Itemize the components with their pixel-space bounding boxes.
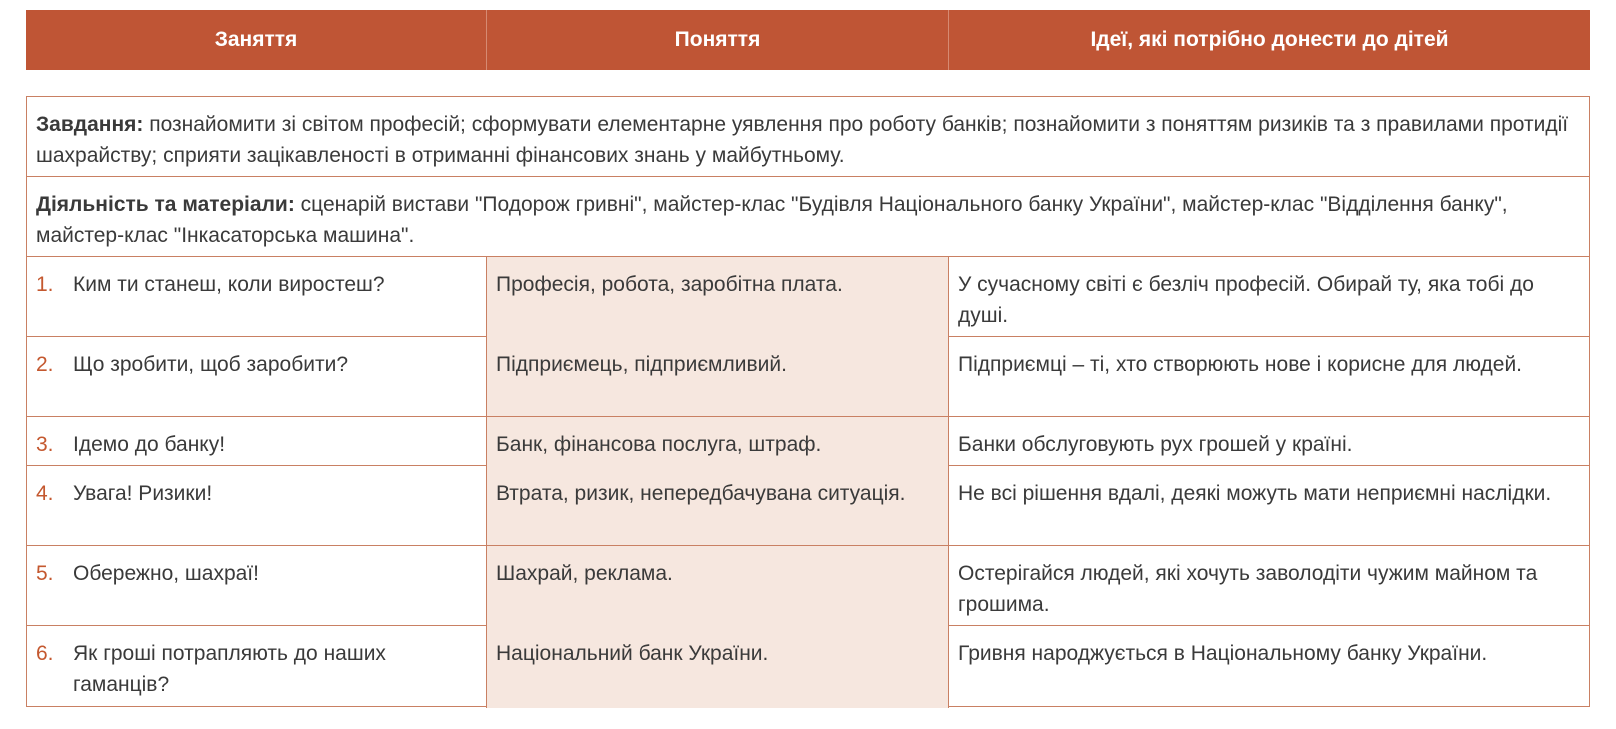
lesson-title: Як гроші потрапляють до наших гаманців? bbox=[73, 642, 386, 696]
concepts-cell: Професія, робота, заробітна плата. bbox=[487, 257, 949, 339]
ideas-cell: Банки обслуговують рух грошей у країні. bbox=[958, 433, 1353, 456]
ideas-cell: Підприємці – ті, хто створюють нове і корисне для людей. bbox=[958, 353, 1523, 376]
ideas-cell: Остерігайся людей, які хочуть заволодіти чужим майном та грошима. bbox=[958, 562, 1538, 616]
lesson-title: Ким ти станеш, коли виростеш? bbox=[73, 273, 385, 296]
lesson-cell bbox=[27, 546, 487, 628]
header-concepts: Поняття bbox=[487, 10, 949, 70]
activities-row bbox=[27, 177, 1589, 257]
table-row bbox=[27, 626, 1589, 706]
lesson-title: Що зробити, щоб заробити? bbox=[73, 353, 348, 376]
lesson-number: 5. bbox=[36, 562, 54, 585]
lesson-number: 4. bbox=[36, 482, 54, 505]
tasks-label: Завдання: bbox=[36, 113, 144, 136]
tasks-text: познайомити зі світом професій; сформувати елементарне уявлення про роботу банків; познайомити з поняттям ризиків та з правилами протидії шахрайству; сприяти зацікавленості в отриманні фінансових знань у майбутньому. bbox=[36, 113, 1569, 167]
lesson-cell bbox=[27, 337, 487, 416]
table-row bbox=[27, 337, 1589, 417]
ideas-cell: Гривня народжується в Національному банку України. bbox=[958, 642, 1488, 665]
lesson-title: Обережно, шахраї! bbox=[73, 562, 259, 585]
ideas-cell: Не всі рішення вдалі, деякі можуть мати неприємні наслідки. bbox=[958, 482, 1552, 505]
lesson-cell bbox=[27, 626, 487, 708]
table-header bbox=[26, 10, 1590, 70]
activities-label: Діяльність та матеріали: bbox=[36, 193, 295, 216]
lesson-title: Ідемо до банку! bbox=[73, 433, 226, 456]
lessons-table bbox=[26, 96, 1590, 707]
lesson-number: 6. bbox=[36, 642, 54, 665]
header-ideas: Ідеї, які потрібно донести до дітей bbox=[1090, 28, 1449, 51]
concepts-cell: Шахрай, реклама. bbox=[487, 546, 949, 628]
tasks-row bbox=[27, 97, 1589, 177]
table-row bbox=[27, 546, 1589, 626]
activities-text: сценарій вистави "Подорож гривні", майстер-клас "Будівля Національного банку України", майстер-клас "Відділення банку", майстер-клас "Інкасаторська машина". bbox=[36, 193, 1508, 247]
lesson-cell bbox=[27, 417, 487, 468]
table-row bbox=[27, 257, 1589, 337]
lesson-cell bbox=[27, 466, 487, 545]
concepts-cell: Підприємець, підприємливий. bbox=[487, 337, 949, 416]
concepts-cell: Банк, фінансова послуга, штраф. bbox=[487, 417, 949, 468]
table-row bbox=[27, 466, 1589, 546]
header-lesson: Заняття bbox=[26, 10, 487, 70]
concepts-cell: Національний банк України. bbox=[487, 626, 949, 708]
lesson-number: 1. bbox=[36, 273, 54, 296]
lesson-number: 2. bbox=[36, 353, 54, 376]
ideas-cell: У сучасному світі є безліч професій. Обирай ту, яка тобі до душі. bbox=[958, 273, 1534, 327]
lesson-title: Увага! Ризики! bbox=[73, 482, 213, 505]
table-row bbox=[27, 417, 1589, 466]
concepts-cell: Втрата, ризик, непередбачувана ситуація. bbox=[487, 466, 949, 545]
lesson-number: 3. bbox=[36, 433, 54, 456]
lesson-cell bbox=[27, 257, 487, 339]
